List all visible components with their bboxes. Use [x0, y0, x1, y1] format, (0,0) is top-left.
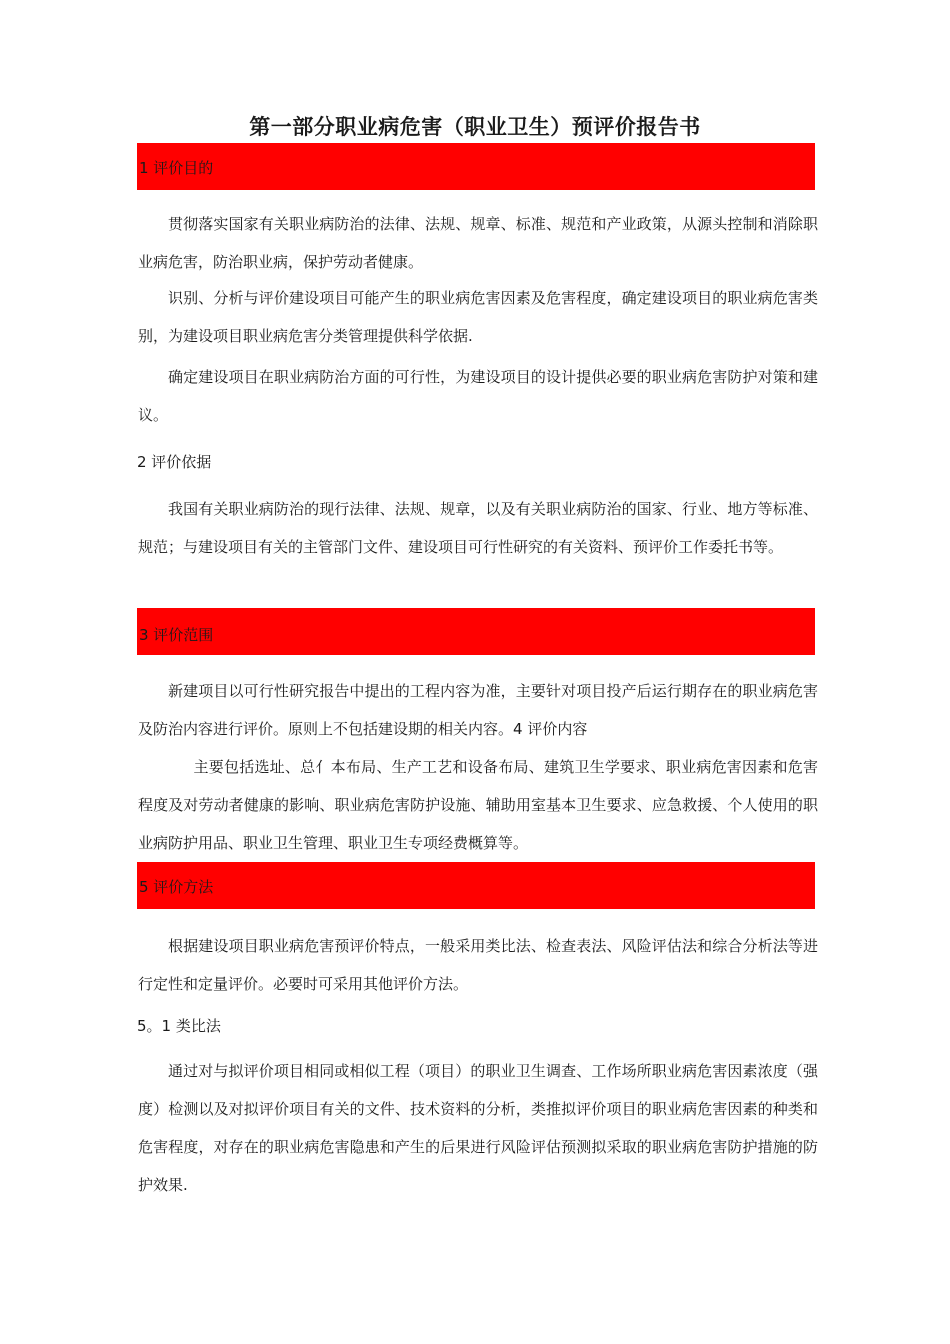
section-heading-1: 1 评价目的: [139, 159, 214, 177]
paragraph-basis: 我国有关职业病防治的现行法律、法规、规章，以及有关职业病防治的国家、行业、地方等标准、规范；与建设项目有关的主管部门文件、建设项目可行性研究的有关资料、预评价工作委托书等。: [138, 500, 818, 556]
section-heading-3: 3 评价范围: [139, 626, 214, 644]
paragraph-scope: 新建项目以可行性研究报告中提出的工程内容为准，主要针对项目投产后运行期存在的职业病危害及防治内容进行评价。原则上不包括建设期的相关内容。4 评价内容: [138, 682, 818, 738]
section-band-1: [137, 143, 815, 190]
section-heading-5: 5 评价方法: [139, 878, 214, 896]
paragraph-methods: 根据建设项目职业病危害预评价特点，一般采用类比法、检查表法、风险评估法和综合分析法等进行定性和定量评价。必要时可采用其他评价方法。: [138, 937, 818, 993]
section-heading-2: 2 评价依据: [137, 453, 212, 471]
paragraph-purpose-3: 确定建设项目在职业病防治方面的可行性，为建设项目的设计提供必要的职业病危害防护对策和建议。: [138, 368, 818, 424]
document-title: 第一部分职业病危害（职业卫生）预评价报告书: [249, 115, 701, 139]
section-band-5: [137, 862, 815, 909]
section-heading-5-1: 5。1 类比法: [137, 1017, 221, 1035]
paragraph-content: 主要包括选址、总亻本布局、生产工艺和设备布局、建筑卫生学要求、职业病危害因素和危害程度及对劳动者健康的影响、职业病危害防护设施、辅助用室基本卫生要求、应急救援、个人使用的职业病防护用品、职业卫生管理、职业卫生专项经费概算等。: [138, 758, 818, 852]
section-band-3: [137, 608, 815, 655]
paragraph-analogy: 通过对与拟评价项目相同或相似工程（项目）的职业卫生调查、工作场所职业病危害因素浓度（强度）检测以及对拟评价项目有关的文件、技术资料的分析，类推拟评价项目的职业病危害因素的种类和危害程度，对存在的职业病危害隐患和产生的后果进行风险评估预测拟采取的职业病危害防护措施的防护效果.: [138, 1062, 818, 1194]
paragraph-purpose-1: 贯彻落实国家有关职业病防治的法律、法规、规章、标准、规范和产业政策，从源头控制和消除职业病危害，防治职业病，保护劳动者健康。: [138, 215, 818, 271]
paragraph-purpose-2: 识别、分析与评价建设项目可能产生的职业病危害因素及危害程度，确定建设项目的职业病危害类别，为建设项目职业病危害分类管理提供科学依据.: [138, 289, 818, 345]
